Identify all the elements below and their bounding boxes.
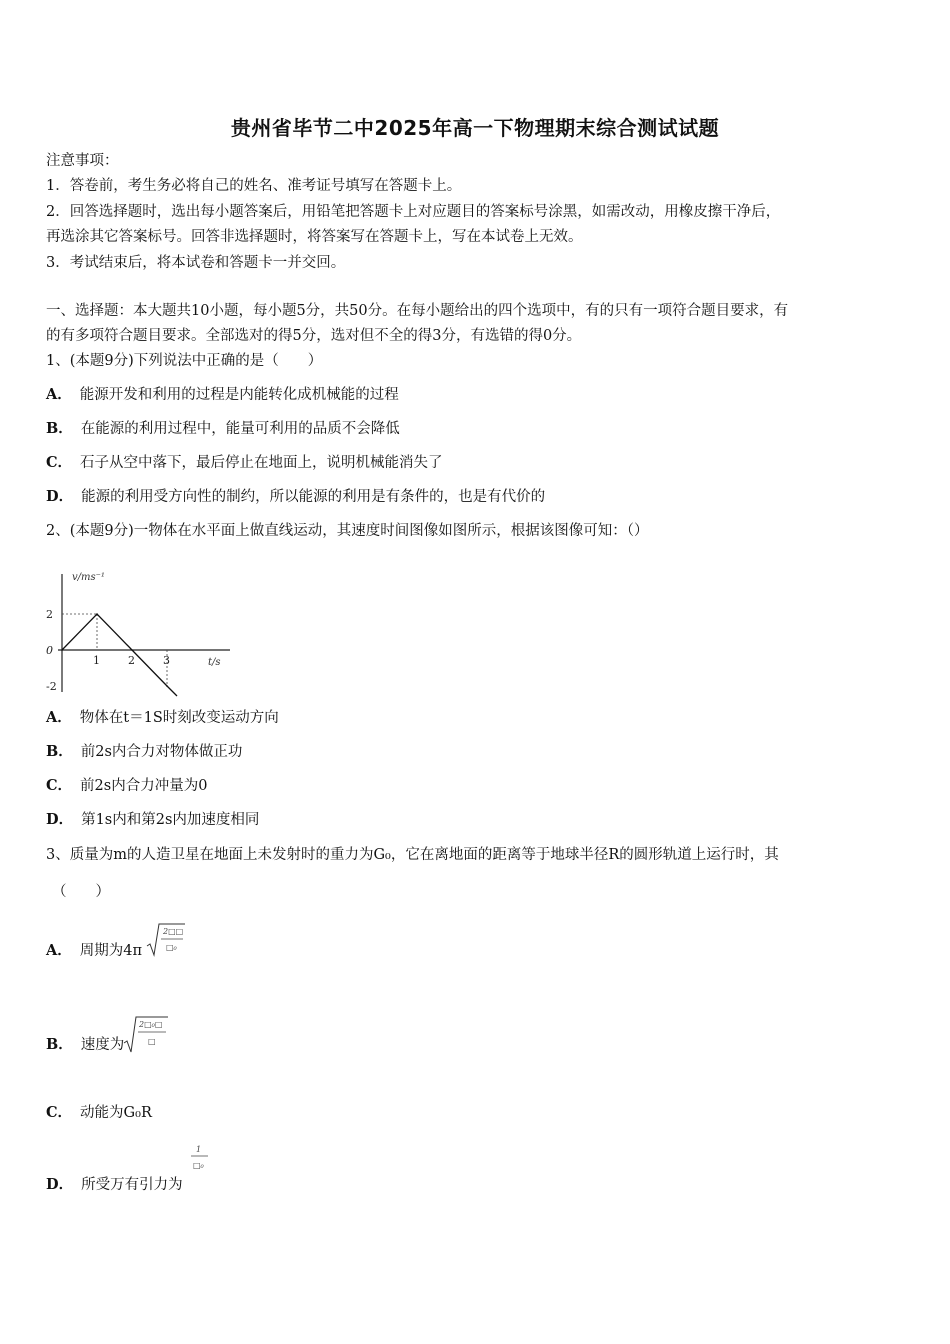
question-1-option-d: D． 能源的利用受方向性的制约，所以能源的利用是有条件的，也是有代价的 — [46, 488, 546, 505]
svg-text:2□₀□: 2□₀□ — [139, 1020, 163, 1029]
x-tick-label: 3 — [163, 654, 170, 667]
svg-text:□₀: □₀ — [193, 1161, 204, 1170]
velocity-time-graph — [40, 566, 240, 698]
section-intro-line-2: 的有多项符合题目要求。全部选对的得5分，选对但不全的得3分，有选错的得0分。 — [46, 328, 582, 344]
section-intro-line-1: 一、选择题：本大题共10小题，每小题5分，共50分。在每小题给出的四个选项中，有的只有一项符合题目要求，有 — [46, 303, 789, 319]
question-3-option-a: A． 周期为4π — [46, 942, 143, 959]
question-2-option-a: A． 物体在t＝1S时刻改变运动方向 — [46, 709, 279, 726]
question-1-option-b: B． 在能源的利用过程中，能量可利用的品质不会降低 — [46, 420, 400, 437]
question-2-option-b: B． 前2s内合力对物体做正功 — [46, 743, 243, 760]
formula-sqrt-velocity — [122, 1015, 170, 1055]
question-1-option-c: C． 石子从空中落下，最后停止在地面上，说明机械能消失了 — [46, 454, 443, 471]
question-1-stem: 1、(本题9分)下列说法中正确的是（ ） — [46, 353, 323, 369]
question-3-option-c: C． 动能为G₀R — [46, 1104, 152, 1121]
svg-text:□₀: □₀ — [166, 943, 177, 952]
question-3-option-b: B． 速度为 — [46, 1036, 125, 1053]
x-tick-label: 1 — [93, 654, 100, 667]
data-point — [61, 649, 63, 651]
notice-heading: 注意事项： — [46, 153, 119, 169]
question-2-option-c: C． 前2s内合力冲量为0 — [46, 777, 208, 794]
svg-text:□: □ — [148, 1037, 156, 1046]
formula-sqrt-period — [145, 922, 187, 958]
y-tick-label: 0 — [46, 644, 53, 657]
y-tick-label: 2 — [46, 608, 53, 621]
y-tick-label: -2 — [46, 680, 57, 693]
question-3-stem: 3、质量为m的人造卫星在地面上未发射时的重力为G₀，它在离地面的距离等于地球半径R的圆形轨道上运行时，其 — [46, 847, 779, 863]
notice-item-3: 3．考试结束后，将本试卷和答题卡一并交回。 — [46, 255, 346, 271]
notice-item-2a: 2．回答选择题时，选出每小题答案后，用铅笔把答题卡上对应题目的答案标号涂黑，如需改动，用橡皮擦干净后， — [46, 204, 781, 220]
velocity-series-line — [62, 614, 177, 696]
question-2-option-d: D． 第1s内和第2s内加速度相同 — [46, 811, 260, 828]
page-title: 贵州省毕节二中2025年高一下物理期末综合测试试题 — [230, 116, 720, 140]
svg-text:1: 1 — [196, 1145, 202, 1154]
formula-fraction-force — [188, 1140, 212, 1176]
notice-item-1: 1．答卷前，考生务必将自己的姓名、准考证号填写在答题卡上。 — [46, 178, 462, 194]
y-axis-label: v/ms⁻¹ — [72, 572, 105, 583]
notice-item-2b: 再选涂其它答案标号。回答非选择题时，将答案写在答题卡上，写在本试卷上无效。 — [46, 229, 583, 245]
question-2-stem: 2、(本题9分)一物体在水平面上做直线运动，其速度时间图像如图所示，根据该图像可知：（） — [46, 523, 649, 539]
question-1-option-a: A． 能源开发和利用的过程是内能转化成机械能的过程 — [46, 386, 399, 403]
data-point — [166, 685, 168, 687]
data-point — [131, 649, 133, 651]
question-3-paren: （ ） — [52, 884, 110, 900]
x-axis-label: t/s — [208, 657, 221, 668]
question-3-option-d: D． 所受万有引力为 — [46, 1176, 183, 1193]
x-tick-label: 2 — [128, 654, 135, 667]
data-point — [96, 613, 98, 615]
svg-text:2□□: 2□□ — [163, 927, 184, 936]
